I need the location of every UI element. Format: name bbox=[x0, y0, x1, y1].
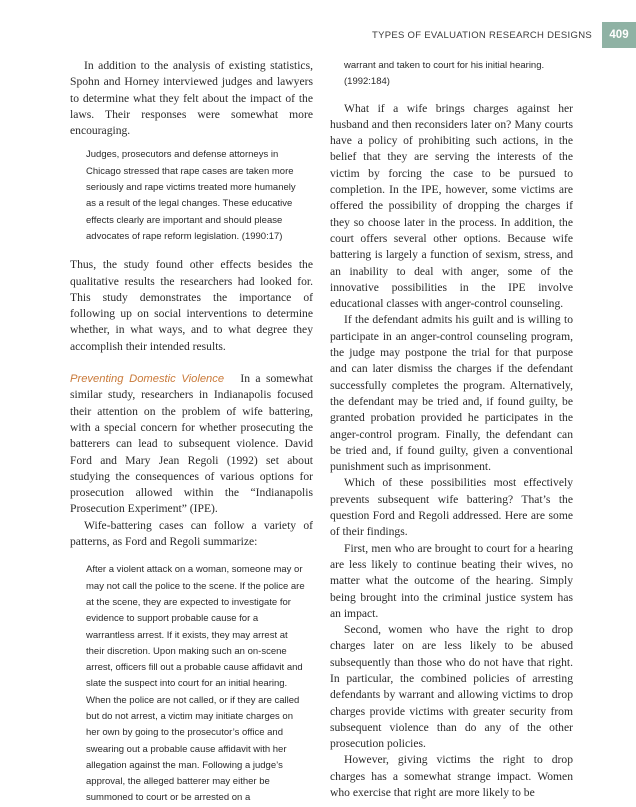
paragraph: Which of these possibilities most effectively prevents subsequent wife battering? That’s the question Ford and Regoli addressed. Here are some of their findings. bbox=[330, 476, 573, 539]
paragraph: If the defendant admits his guilt and is willing to participate in an anger-control counseling program, the judge may postpone the trial for that purpose and can later dismiss the charges if the defendant successfully completes the program. Alternatively, the defendant may be tried and, if found guilty, be granted probation provided he participates in the anger-control program. Finally, the defendant can be tried and, if found guilty, given a conventional punishment such as imprisonment. bbox=[330, 313, 573, 474]
section-subhead: Preventing Domestic Violence bbox=[70, 373, 225, 386]
paragraph-with-subhead bbox=[70, 371, 313, 518]
page-number-badge: 409 bbox=[602, 22, 636, 48]
paragraph: First, men who are brought to court for a hearing are less likely to continue beating their wives, no matter what the outcome of the hearing. Simply being brought into the criminal justice system has an impact. bbox=[330, 541, 573, 620]
paragraph: Thus, the study found other effects besides the qualitative results the researchers had looked for. This study demonstrates the importance of following up on social interventions to determine whether, in what ways, and to what degree they accomplish their intended results. bbox=[70, 258, 313, 353]
paragraph: However, giving victims the right to drop charges has a somewhat strange impact. Women who exercise that right are more likely to be bbox=[330, 753, 573, 800]
paragraph-text: In a somewhat similar study, researchers in Indianapolis focused their attention on the problem of wife battering, with a special concern for whether prosecuting the batterers can lead to subsequent violence. David Ford and Mary Jean Regoli (1992) set about studying the consequences of various options for prosecution allowed within the “Indianapolis Prosecution Experiment” (IPE). bbox=[70, 372, 313, 516]
paragraph: In addition to the analysis of existing statistics, Spohn and Horney interviewed judges and lawyers to determine what they felt about the impact of the laws. Their responses were somewhat more encouraging. bbox=[70, 59, 313, 138]
running-header bbox=[372, 22, 636, 48]
block-quote: Judges, prosecutors and defense attorneys in Chicago stressed that rape cases are taken more seriously and rape victims treated more humanely as a result of the legal changes. These educative effects clearly are important and should please advocates of rape reform legislation. (1990:17) bbox=[86, 149, 296, 242]
left-column bbox=[70, 58, 313, 807]
right-column bbox=[330, 58, 573, 801]
paragraph: What if a wife brings charges against her husband and then reconsiders later on? Many courts have a policy of prohibiting such actions, in the belief that they are serving the interests of the victim by forcing the case to be pursued to completion. In the IPE, however, some victims are offered the possibility of dropping the charges if they so choose later in the process. In addition, the court offers several other options. Because wife battering is largely a function of sexism, stress, and an inability to deal with anger, some of the innovative possibilities in the IPE involve educational classes with anger-control counseling. bbox=[330, 101, 573, 311]
block-quote: After a violent attack on a woman, someone may or may not call the police to the scene. If the police are at the scene, they are expected to investigate for evidence to support probable cause for a warrantless arrest. If it exists, they may arrest at their discretion. Upon making such an on-scene arrest, officers fill out a probable cause affidavit and slate the suspect into court for an initial hearing. When the police are not called, or if they are called but do not arrest, a victim may initiate charges on her own by going to the prosecutor’s office and swearing out a probable cause affidavit with her allegation against the man. Following a judge’s approval, the alleged batterer may either be summoned to court or be arrested on a bbox=[86, 564, 305, 804]
block-quote-continuation: warrant and taken to court for his initial hearing. (1992:184) bbox=[344, 60, 545, 88]
paragraph: Wife-battering cases can follow a variety of patterns, as Ford and Regoli summarize: bbox=[70, 518, 313, 549]
paragraph: Second, women who have the right to drop charges later on are less likely to be abused subsequently than those who do not have that right. In particular, the combined policies of arresting defendants by warrant and allowing victims to drop charges provide victims with greater security from subsequent violence than do any of the other prosecution policies. bbox=[330, 623, 573, 751]
running-header-title: TYPES OF EVALUATION RESEARCH DESIGNS bbox=[371, 29, 592, 41]
